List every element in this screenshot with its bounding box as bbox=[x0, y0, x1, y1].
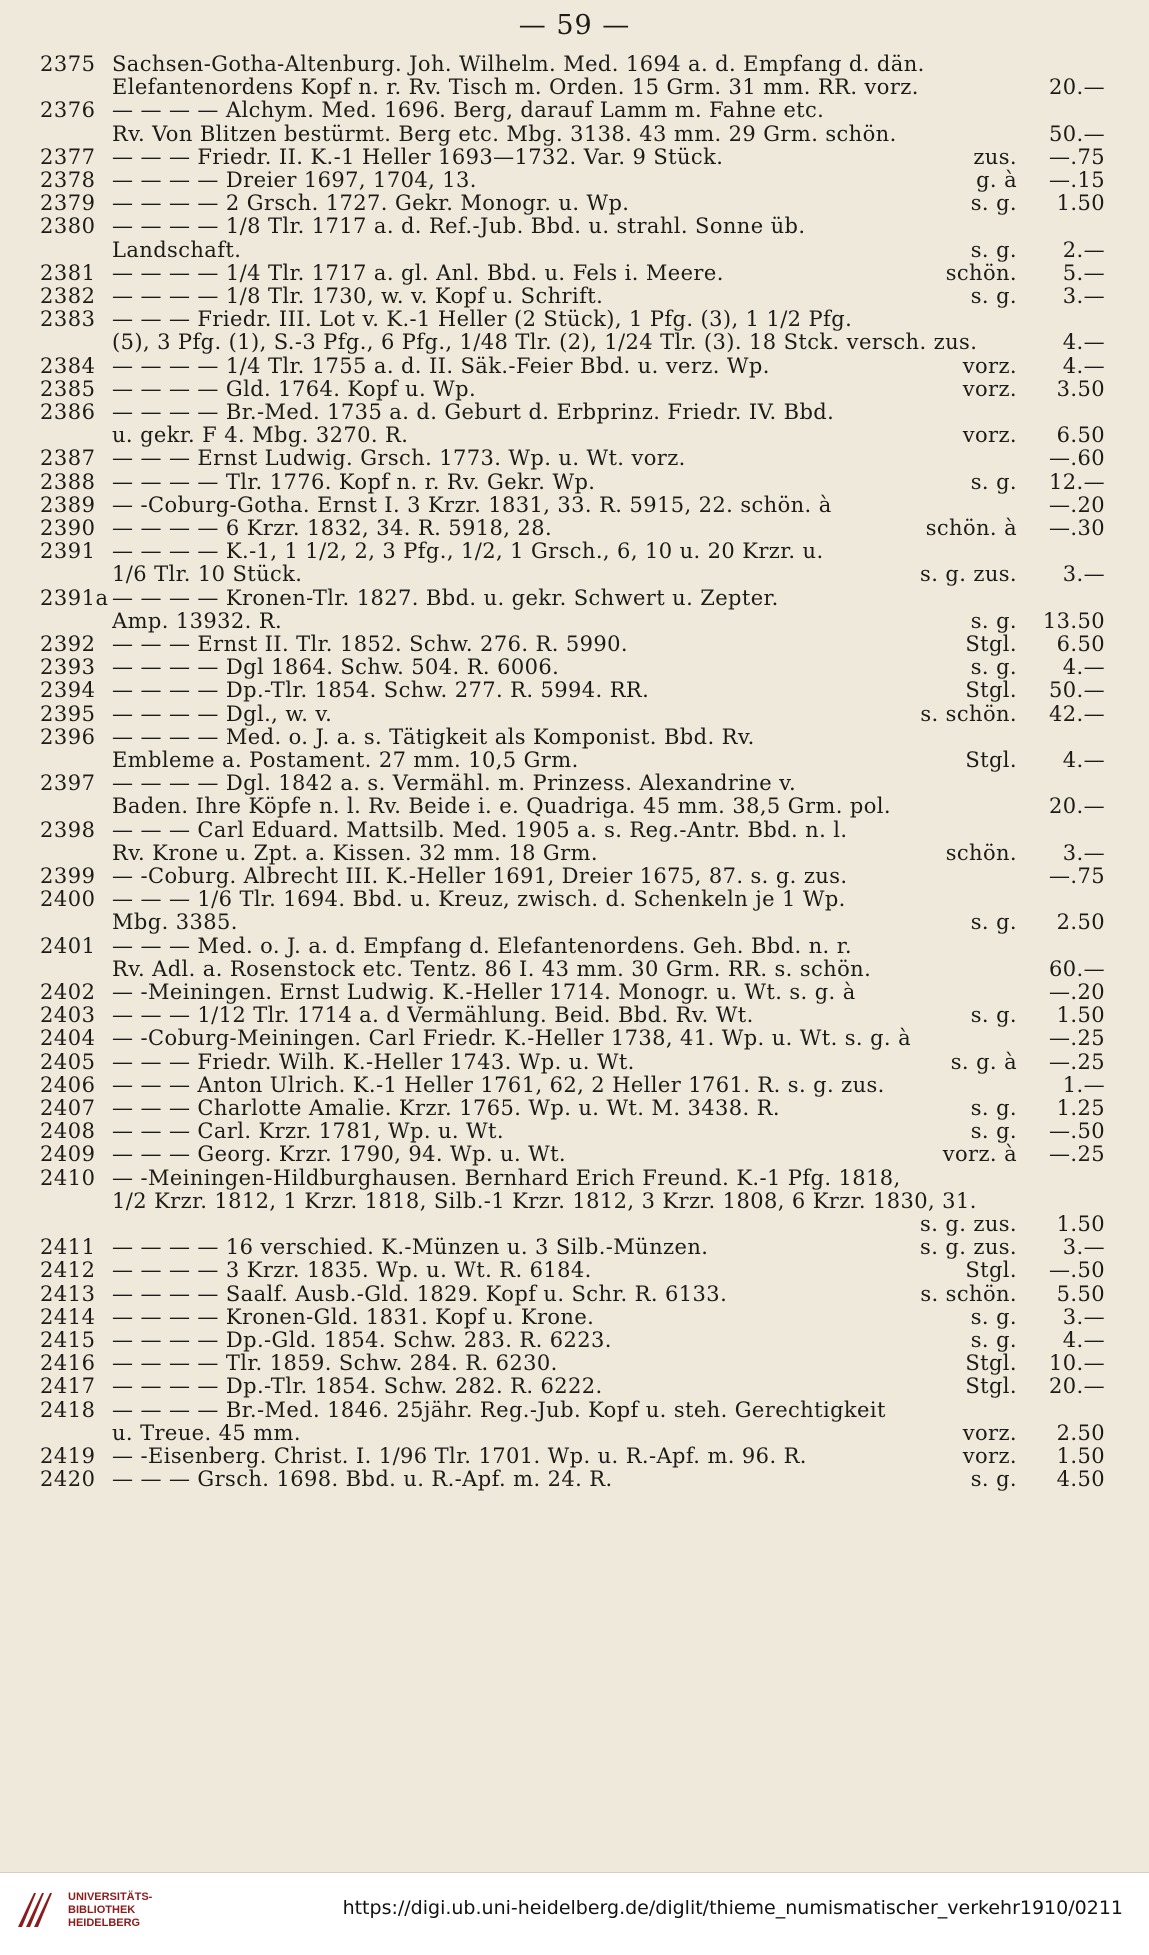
lot-number: 2402 bbox=[40, 980, 96, 1004]
lot-description: — -Coburg-Gotha. Ernst I. 3 Krzr. 1831, 33. R. 5915, 22. schön. à bbox=[112, 492, 832, 517]
lot-price: 20.— bbox=[1049, 794, 1105, 819]
lot-description: — — — — Dreier 1697, 1704, 13. bbox=[112, 168, 477, 192]
lot-price: 20.— bbox=[1049, 75, 1105, 100]
lot-grade: s. g. à bbox=[950, 1049, 1017, 1074]
lot-grade: s. g. bbox=[970, 469, 1017, 494]
lot-description: — — — — Dp.-Tlr. 1854. Schw. 282. R. 6222. bbox=[112, 1374, 603, 1399]
lot-number: 2387 bbox=[40, 446, 96, 471]
lot-description: — — — — Dp.-Gld. 1854. Schw. 283. R. 6223. bbox=[112, 1328, 612, 1352]
lot-number: 2395 bbox=[40, 701, 96, 726]
lot-grade: vorz. bbox=[962, 1420, 1017, 1445]
lot-price: 3.— bbox=[1062, 840, 1105, 865]
lot-grade: zus. bbox=[973, 144, 1017, 169]
lot-number: 2390 bbox=[40, 516, 96, 540]
lot-number: 2393 bbox=[40, 655, 96, 680]
lot-description: — — — — Alchym. Med. 1696. Berg, darauf Lamm m. Fahne etc. bbox=[112, 98, 825, 123]
lot-price: 4.— bbox=[1062, 747, 1105, 772]
lot-number: 2412 bbox=[40, 1258, 96, 1283]
lot-description: — — — Friedr. II. K.-1 Heller 1693—1732. Var. 9 Stück. bbox=[112, 144, 724, 169]
lot-description: — — — — Dp.-Tlr. 1854. Schw. 277. R. 5994. RR. bbox=[112, 678, 650, 703]
lot-grade: s. g. bbox=[970, 608, 1017, 633]
lot-number: 2404 bbox=[40, 1026, 96, 1051]
lot-price: —.25 bbox=[1049, 1142, 1105, 1167]
lot-grade: s. g. bbox=[970, 655, 1017, 680]
lot-grade: s. g. bbox=[970, 910, 1017, 935]
lot-description: Rv. Adl. a. Rosenstock etc. Tentz. 86 I. 43 mm. 30 Grm. RR. s. schön. bbox=[112, 956, 872, 981]
lot-description: — — — Friedr. Wilh. K.-Heller 1743. Wp. u. Wt. bbox=[112, 1049, 635, 1074]
lot-description: — -Coburg-Meiningen. Carl Friedr. K.-Heller 1738, 41. Wp. u. Wt. s. g. à bbox=[112, 1026, 911, 1051]
lot-grade: s. g. bbox=[970, 1328, 1017, 1352]
lot-description: — — — — Dgl 1864. Schw. 504. R. 6006. bbox=[112, 655, 560, 680]
lot-number: 2388 bbox=[40, 469, 96, 494]
lot-price: 20.— bbox=[1049, 1374, 1105, 1399]
lot-price: —.25 bbox=[1049, 1026, 1105, 1051]
lot-description: — — — — K.-1, 1 1/2, 2, 3 Pfg., 1/2, 1 Grsch., 6, 10 u. 20 Krzr. u. bbox=[112, 539, 824, 564]
lot-number: 2385 bbox=[40, 376, 96, 401]
lot-description: Rv. Von Blitzen bestürmt. Berg etc. Mbg. 3138. 43 mm. 29 Grm. schön. bbox=[112, 121, 897, 146]
lot-description: — — — — Tlr. 1859. Schw. 284. R. 6230. bbox=[112, 1351, 558, 1376]
lot-price: 3.— bbox=[1062, 562, 1105, 587]
lot-description: — — — Charlotte Amalie. Krzr. 1765. Wp. u. Wt. M. 3438. R. bbox=[112, 1096, 780, 1120]
lot-number: 2418 bbox=[40, 1397, 96, 1422]
lot-grade: schön. bbox=[945, 840, 1017, 865]
lot-description: — -Meiningen. Ernst Ludwig. K.-Heller 1714. Monogr. u. Wt. s. g. à bbox=[112, 980, 856, 1004]
lot-number: 2378 bbox=[40, 168, 96, 192]
lot-grade: s. g. bbox=[970, 237, 1017, 262]
lot-description: — — — Anton Ulrich. K.-1 Heller 1761, 62, 2 Heller 1761. R. s. g. zus. bbox=[112, 1072, 885, 1097]
lot-description: 1/2 Krzr. 1812, 1 Krzr. 1818, Silb.-1 Krzr. 1812, 3 Krzr. 1808, 6 Krzr. 1830, 31. bbox=[112, 1188, 977, 1213]
lot-grade: s. g. bbox=[970, 1467, 1017, 1492]
lot-price: 60.— bbox=[1049, 956, 1105, 981]
lot-grade: Stgl. bbox=[965, 1374, 1017, 1399]
library-name bbox=[68, 1891, 152, 1930]
lot-grade: Stgl. bbox=[965, 747, 1017, 772]
lot-price: 50.— bbox=[1049, 121, 1105, 146]
lot-description: — — — 1/12 Tlr. 1714 a. d Vermählung. Beid. Bbd. Rv. Wt. bbox=[112, 1003, 754, 1028]
lot-number: 2397 bbox=[40, 771, 96, 796]
lot-grade: vorz. bbox=[962, 1444, 1017, 1468]
lot-number: 2380 bbox=[40, 214, 96, 239]
lot-price: 4.50 bbox=[1056, 1467, 1105, 1492]
lot-number: 2384 bbox=[40, 353, 96, 378]
lot-number: 2381 bbox=[40, 260, 96, 285]
lot-description: — — — — 1/8 Tlr. 1717 a. d. Ref.-Jub. Bbd. u. strahl. Sonne üb. bbox=[112, 214, 806, 239]
lot-price: 13.50 bbox=[1042, 608, 1105, 633]
lot-description: (5), 3 Pfg. (1), S.-3 Pfg., 6 Pfg., 1/48 Tlr. (2), 1/24 Tlr. (3). 18 Stck. versch. zus. bbox=[112, 330, 978, 355]
lot-grade: s. g. zus. bbox=[920, 1235, 1017, 1260]
lot-number: 2376 bbox=[40, 98, 96, 123]
lot-grade: schön. à bbox=[925, 516, 1017, 540]
lot-description: Mbg. 3385. bbox=[112, 910, 238, 935]
lot-description: — — — — Kronen-Tlr. 1827. Bbd. u. gekr. Schwert u. Zepter. bbox=[112, 585, 779, 610]
lot-number: 2379 bbox=[40, 191, 96, 216]
lot-description: Sachsen-Gotha-Altenburg. Joh. Wilhelm. Med. 1694 a. d. Empfang d. dän. bbox=[112, 52, 925, 76]
lot-description: — — — — 6 Krzr. 1832, 34. R. 5918, 28. bbox=[112, 516, 553, 540]
lot-number: 2413 bbox=[40, 1281, 96, 1306]
lot-grade: vorz. bbox=[962, 376, 1017, 401]
lot-price: 10.— bbox=[1049, 1351, 1105, 1376]
lot-number: 2391a bbox=[40, 585, 109, 610]
lot-price: 2.50 bbox=[1056, 1420, 1105, 1445]
lot-price: 42.— bbox=[1049, 701, 1105, 726]
lot-number: 2386 bbox=[40, 400, 96, 424]
lot-description: — — — — 2 Grsch. 1727. Gekr. Monogr. u. Wp. bbox=[112, 191, 630, 216]
lot-price: 1.50 bbox=[1056, 1211, 1105, 1236]
lot-price: —.75 bbox=[1049, 864, 1105, 888]
lot-number: 2416 bbox=[40, 1351, 96, 1376]
lot-grade: s. g. bbox=[970, 1096, 1017, 1120]
library-name-line: BIBLIOTHEK bbox=[68, 1903, 136, 1916]
lot-price: 3.— bbox=[1062, 1235, 1105, 1260]
lot-price: —.75 bbox=[1049, 144, 1105, 169]
lot-description: — — — Carl. Krzr. 1781, Wp. u. Wt. bbox=[112, 1119, 504, 1144]
lot-description: u. gekr. F 4. Mbg. 3270. R. bbox=[112, 423, 409, 448]
lot-description: Baden. Ihre Köpfe n. l. Rv. Beide i. e. Quadriga. 45 mm. 38,5 Grm. pol. bbox=[112, 794, 891, 819]
lot-grade: schön. bbox=[945, 260, 1017, 285]
university-library-logo-icon bbox=[12, 1887, 58, 1933]
lot-price: 1.50 bbox=[1056, 1444, 1105, 1468]
lot-number: 2392 bbox=[40, 632, 96, 656]
lot-grade: s. g. zus. bbox=[920, 1211, 1017, 1236]
lot-description: — — — — Kronen-Gld. 1831. Kopf u. Krone. bbox=[112, 1304, 595, 1329]
lot-grade: s. g. bbox=[970, 1119, 1017, 1144]
lot-number: 2414 bbox=[40, 1304, 96, 1329]
lot-description: — — — — 1/8 Tlr. 1730, w. v. Kopf u. Schrift. bbox=[112, 284, 604, 308]
lot-description: — — — — Tlr. 1776. Kopf n. r. Rv. Gekr. Wp. bbox=[112, 469, 596, 494]
lot-description: — — — — Dgl. 1842 a. s. Vermähl. m. Prinzess. Alexandrine v. bbox=[112, 771, 797, 796]
lot-description: — — — — Br.-Med. 1846. 25jähr. Reg.-Jub. Kopf u. steh. Gerechtigkeit bbox=[112, 1397, 886, 1422]
lot-description: Rv. Krone u. Zpt. a. Kissen. 32 mm. 18 Grm. bbox=[112, 840, 598, 865]
lot-grade: Stgl. bbox=[965, 1351, 1017, 1376]
lot-number: 2409 bbox=[40, 1142, 96, 1167]
lot-price: 6.50 bbox=[1056, 423, 1105, 448]
lot-grade: vorz. bbox=[962, 353, 1017, 378]
lot-grade: s. g. bbox=[970, 1003, 1017, 1028]
lot-price: 5.50 bbox=[1056, 1281, 1105, 1306]
lot-number: 2417 bbox=[40, 1374, 96, 1399]
lot-description: — — — — Gld. 1764. Kopf u. Wp. bbox=[112, 376, 477, 401]
lot-description: — — — Friedr. III. Lot v. K.-1 Heller (2 Stück), 1 Pfg. (3), 1 1/2 Pfg. bbox=[112, 307, 853, 332]
lot-price: 50.— bbox=[1049, 678, 1105, 703]
lot-price: 3.50 bbox=[1056, 376, 1105, 401]
lot-description: — — — Georg. Krzr. 1790, 94. Wp. u. Wt. bbox=[112, 1142, 566, 1167]
lot-description: — — — — Br.-Med. 1735 a. d. Geburt d. Erbprinz. Friedr. IV. Bbd. bbox=[112, 400, 835, 424]
lot-number: 2400 bbox=[40, 887, 96, 912]
page-number: — 59 — bbox=[518, 10, 631, 41]
lot-description: Amp. 13932. R. bbox=[112, 608, 283, 633]
lot-grade: Stgl. bbox=[965, 678, 1017, 703]
lot-price: —.20 bbox=[1049, 980, 1105, 1004]
lot-price: 12.— bbox=[1049, 469, 1105, 494]
lot-price: —.20 bbox=[1049, 492, 1105, 517]
lot-price: —.60 bbox=[1049, 446, 1105, 471]
lot-description: — — — Grsch. 1698. Bbd. u. R.-Apf. m. 24. R. bbox=[112, 1467, 613, 1492]
lot-price: 1.50 bbox=[1056, 191, 1105, 216]
lot-grade: g. à bbox=[976, 168, 1017, 192]
lot-grade: vorz. bbox=[962, 423, 1017, 448]
lot-price: 1.25 bbox=[1056, 1096, 1105, 1120]
lot-grade: s. g. bbox=[970, 1304, 1017, 1329]
lot-price: —.50 bbox=[1049, 1119, 1105, 1144]
lot-number: 2419 bbox=[40, 1444, 96, 1468]
lot-description: — — — — Saalf. Ausb.-Gld. 1829. Kopf u. Schr. R. 6133. bbox=[112, 1281, 728, 1306]
lot-description: — — — Ernst II. Tlr. 1852. Schw. 276. R. 5990. bbox=[112, 632, 628, 656]
lot-number: 2410 bbox=[40, 1165, 96, 1190]
lot-grade: s. g. bbox=[970, 191, 1017, 216]
library-name-line: HEIDELBERG bbox=[68, 1916, 141, 1929]
library-logo[interactable] bbox=[12, 1887, 152, 1933]
lot-description: — — — — 3 Krzr. 1835. Wp. u. Wt. R. 6184. bbox=[112, 1258, 592, 1283]
lot-number: 2401 bbox=[40, 933, 96, 958]
lot-grade: Stgl. bbox=[965, 1258, 1017, 1283]
lot-description: — — — Med. o. J. a. d. Empfang d. Elefantenordens. Geh. Bbd. n. r. bbox=[112, 933, 852, 958]
lot-price: 4.— bbox=[1062, 353, 1105, 378]
lot-number: 2391 bbox=[40, 539, 96, 564]
lot-number: 2399 bbox=[40, 864, 96, 888]
lot-description: Elefantenordens Kopf n. r. Rv. Tisch m. Orden. 15 Grm. 31 mm. RR. vorz. bbox=[112, 75, 919, 100]
lot-description: — — — — 1/4 Tlr. 1755 a. d. II. Säk.-Feier Bbd. u. verz. Wp. bbox=[112, 353, 770, 378]
lot-number: 2406 bbox=[40, 1072, 96, 1097]
source-url-link[interactable]: https://digi.ub.uni-heidelberg.de/diglit/thieme_numismatischer_verkehr1910/0211 bbox=[342, 1897, 1123, 1919]
lot-number: 2420 bbox=[40, 1467, 96, 1492]
lot-number: 2411 bbox=[40, 1235, 96, 1260]
lot-description: — — — — 1/4 Tlr. 1717 a. gl. Anl. Bbd. u. Fels i. Meere. bbox=[112, 260, 724, 285]
lot-description: — — — — Dgl., w. v. bbox=[112, 701, 333, 726]
lot-price: 1.50 bbox=[1056, 1003, 1105, 1028]
lot-price: 2.50 bbox=[1056, 910, 1105, 935]
library-name-line: UNIVERSITÄTS- bbox=[68, 1890, 153, 1903]
lot-number: 2408 bbox=[40, 1119, 96, 1144]
lot-price: —.30 bbox=[1049, 516, 1105, 540]
lot-description: — -Eisenberg. Christ. I. 1/96 Tlr. 1701. Wp. u. R.-Apf. m. 96. R. bbox=[112, 1444, 807, 1468]
lot-description: 1/6 Tlr. 10 Stück. bbox=[112, 562, 303, 587]
lot-number: 2389 bbox=[40, 492, 96, 517]
lot-description: u. Treue. 45 mm. bbox=[112, 1420, 301, 1445]
lot-number: 2382 bbox=[40, 284, 96, 308]
lot-price: 4.— bbox=[1062, 330, 1105, 355]
lot-grade: s. schön. bbox=[920, 1281, 1017, 1306]
lot-price: 3.— bbox=[1062, 1304, 1105, 1329]
lot-number: 2405 bbox=[40, 1049, 96, 1074]
lot-grade: vorz. à bbox=[942, 1142, 1017, 1167]
lot-grade: Stgl. bbox=[965, 632, 1017, 656]
lot-description: — — — — Med. o. J. a. s. Tätigkeit als Komponist. Bbd. Rv. bbox=[112, 724, 755, 749]
lot-line bbox=[112, 1467, 1105, 1495]
lot-number: 2377 bbox=[40, 144, 96, 169]
lot-number: 2383 bbox=[40, 307, 96, 332]
lot-price: —.15 bbox=[1049, 168, 1105, 192]
lot-description: — — — Carl Eduard. Mattsilb. Med. 1905 a. s. Reg.-Antr. Bbd. n. l. bbox=[112, 817, 848, 842]
lot-price: 2.— bbox=[1062, 237, 1105, 262]
lot-price: 1.— bbox=[1062, 1072, 1105, 1097]
lot-grade: s. g. bbox=[970, 284, 1017, 308]
lot-price: 5.— bbox=[1062, 260, 1105, 285]
lot-number: 2407 bbox=[40, 1096, 96, 1120]
lot-description: — — — Ernst Ludwig. Grsch. 1773. Wp. u. Wt. vorz. bbox=[112, 446, 686, 471]
lot-price: 6.50 bbox=[1056, 632, 1105, 656]
lot-price: 4.— bbox=[1062, 655, 1105, 680]
lot-number: 2403 bbox=[40, 1003, 96, 1028]
lot-number: 2375 bbox=[40, 52, 96, 76]
lot-number: 2415 bbox=[40, 1328, 96, 1352]
lot-description: — -Meiningen-Hildburghausen. Bernhard Erich Freund. K.-1 Pfg. 1818, bbox=[112, 1165, 901, 1190]
lot-description: — — — 1/6 Tlr. 1694. Bbd. u. Kreuz, zwisch. d. Schenkeln je 1 Wp. bbox=[112, 887, 846, 912]
lot-description: Landschaft. bbox=[112, 237, 242, 262]
lot-number: 2396 bbox=[40, 724, 96, 749]
lot-description: — — — — 16 verschied. K.-Münzen u. 3 Silb.-Münzen. bbox=[112, 1235, 709, 1260]
lot-price: 3.— bbox=[1062, 284, 1105, 308]
lot-price: —.50 bbox=[1049, 1258, 1105, 1283]
lot-number: 2398 bbox=[40, 817, 96, 842]
lot-grade: s. schön. bbox=[920, 701, 1017, 726]
lot-description: Embleme a. Postament. 27 mm. 10,5 Grm. bbox=[112, 747, 579, 772]
lot-number: 2394 bbox=[40, 678, 96, 703]
footer-bar bbox=[0, 1872, 1149, 1955]
lot-price: —.25 bbox=[1049, 1049, 1105, 1074]
lot-description: — -Coburg. Albrecht III. K.-Heller 1691, Dreier 1675, 87. s. g. zus. bbox=[112, 864, 848, 888]
lot-grade: s. g. zus. bbox=[920, 562, 1017, 587]
lot-price: 4.— bbox=[1062, 1328, 1105, 1352]
